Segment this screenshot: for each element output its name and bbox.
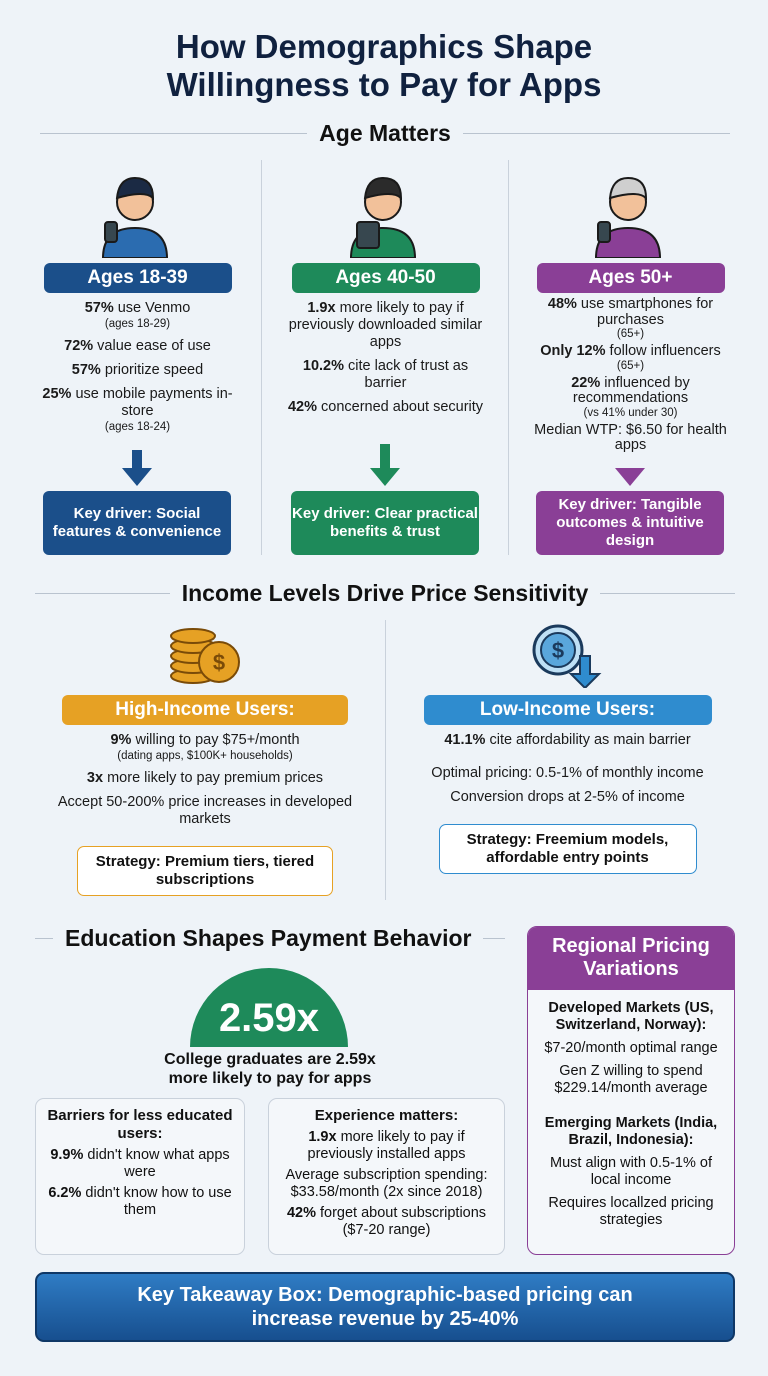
stat: 25% use mobile payments in-store (ages 18-24) bbox=[42, 386, 233, 433]
stat: 9% willing to pay $75+/month (dating apps, $100K+ households) bbox=[110, 732, 300, 762]
stat: 42% forget about subscriptions ($7-20 range) bbox=[286, 1205, 487, 1238]
svg-text:$: $ bbox=[551, 638, 565, 663]
high-income-strategy: Strategy: Premium tiers, tiered subscriptions bbox=[77, 846, 333, 896]
person-illustration bbox=[588, 170, 668, 258]
age-group-ages-18-39 bbox=[35, 263, 240, 434]
age-group-label: Ages 50+ bbox=[537, 263, 725, 293]
education-section-heading: Education Shapes Payment Behavior bbox=[35, 925, 510, 952]
stat: Median WTP: $6.50 for health apps bbox=[534, 421, 727, 453]
page-title: How Demographics Shape Willingness to Pay for Apps bbox=[166, 28, 602, 103]
income-section-heading: Income Levels Drive Price Sensitivity bbox=[35, 580, 735, 607]
low-income-column bbox=[395, 695, 740, 874]
divider bbox=[508, 160, 509, 555]
regional-pricing-card: Regional Pricing Variations Developed Markets (US, Switzerland, Norway): $7-20/month optimal range Gen Z willing to spend $229.14/month average Emerging Markets (India, Brazil, Indonesia): Must align with 0.5-1% of local income Requires locallzed pricing strategies bbox=[527, 926, 735, 1255]
arrow-down-icon bbox=[367, 444, 403, 486]
age-group-ages-50-plus bbox=[523, 263, 738, 454]
stat: 72% value ease of use bbox=[64, 338, 211, 354]
person-illustration bbox=[343, 170, 423, 258]
low-income-strategy: Strategy: Freemium models, affordable entry points bbox=[439, 824, 697, 874]
regional-title: Regional Pricing Variations bbox=[528, 927, 734, 990]
stat: Only 12% follow influencers (65+) bbox=[540, 343, 721, 372]
age-section-heading: Age Matters bbox=[40, 120, 730, 147]
barriers-card: Barriers for less educated users: 9.9% didn't know what apps were 6.2% didn't know how to use them bbox=[35, 1098, 245, 1255]
stat: 22% influenced by recommendations (vs 41% under 30) bbox=[571, 374, 690, 419]
coins-icon bbox=[165, 618, 245, 690]
stat: 6.2% didn't know how to use them bbox=[48, 1185, 232, 1218]
divider bbox=[385, 620, 386, 900]
key-driver: Key driver: Clear practical benefits & trust bbox=[291, 491, 479, 555]
stat: 41.1% cite affordability as main barrier bbox=[444, 732, 691, 748]
stat: 1.9x more likely to pay if previously downloaded similar apps bbox=[288, 300, 483, 350]
arrow-down-icon bbox=[119, 450, 155, 486]
stat: 57% use Venmo (ages 18-29) bbox=[84, 300, 191, 330]
stat: Average subscription spending: $33.58/month (2x since 2018) bbox=[285, 1167, 488, 1200]
key-driver: Key driver: Social features & convenience bbox=[43, 491, 231, 555]
high-income-column bbox=[35, 695, 375, 896]
stat: 1.9x more likely to pay if previously installed apps bbox=[307, 1129, 466, 1162]
stat: 9.9% didn't know what apps were bbox=[50, 1147, 230, 1180]
person-illustration bbox=[95, 170, 175, 258]
low-income-label: Low-Income Users: bbox=[424, 695, 712, 725]
high-income-label: High-Income Users: bbox=[62, 695, 348, 725]
experience-card: Experience matters: 1.9x more likely to pay if previously installed apps Average subscription spending: $33.58/month (2x since 2018) 42% forget about subscriptions ($7-20 range) bbox=[268, 1098, 505, 1255]
stat: 48% use smartphones for purchases (65+) bbox=[547, 296, 714, 340]
age-group-label: Ages 18-39 bbox=[44, 263, 232, 293]
stat: Accept 50-200% price increases in developed markets bbox=[57, 794, 353, 827]
age-group-label: Ages 40-50 bbox=[292, 263, 480, 293]
key-driver: Key driver: Tangible outcomes & intuitive design bbox=[536, 491, 724, 555]
svg-text:$: $ bbox=[212, 650, 226, 675]
multiplier-badge: 2.59x bbox=[190, 968, 348, 1047]
arrow-down-icon bbox=[612, 468, 648, 486]
stat: 57% prioritize speed bbox=[71, 362, 204, 378]
stat: Conversion drops at 2-5% of income bbox=[450, 789, 685, 805]
key-takeaway: Key Takeaway Box: Demographic-based pricing can increase revenue by 25-40% bbox=[35, 1272, 735, 1342]
stat: Optimal pricing: 0.5-1% of monthly income bbox=[431, 765, 704, 781]
education-caption: College graduates are 2.59x more likely to pay for apps bbox=[164, 1051, 376, 1087]
dollar-down-icon bbox=[528, 620, 608, 688]
stat: 42% concerned about security bbox=[287, 399, 484, 415]
stat: 10.2% cite lack of trust as barrier bbox=[302, 358, 469, 391]
divider bbox=[261, 160, 262, 555]
age-group-ages-40-50 bbox=[283, 263, 488, 416]
stat: 3x more likely to pay premium prices bbox=[86, 770, 324, 786]
